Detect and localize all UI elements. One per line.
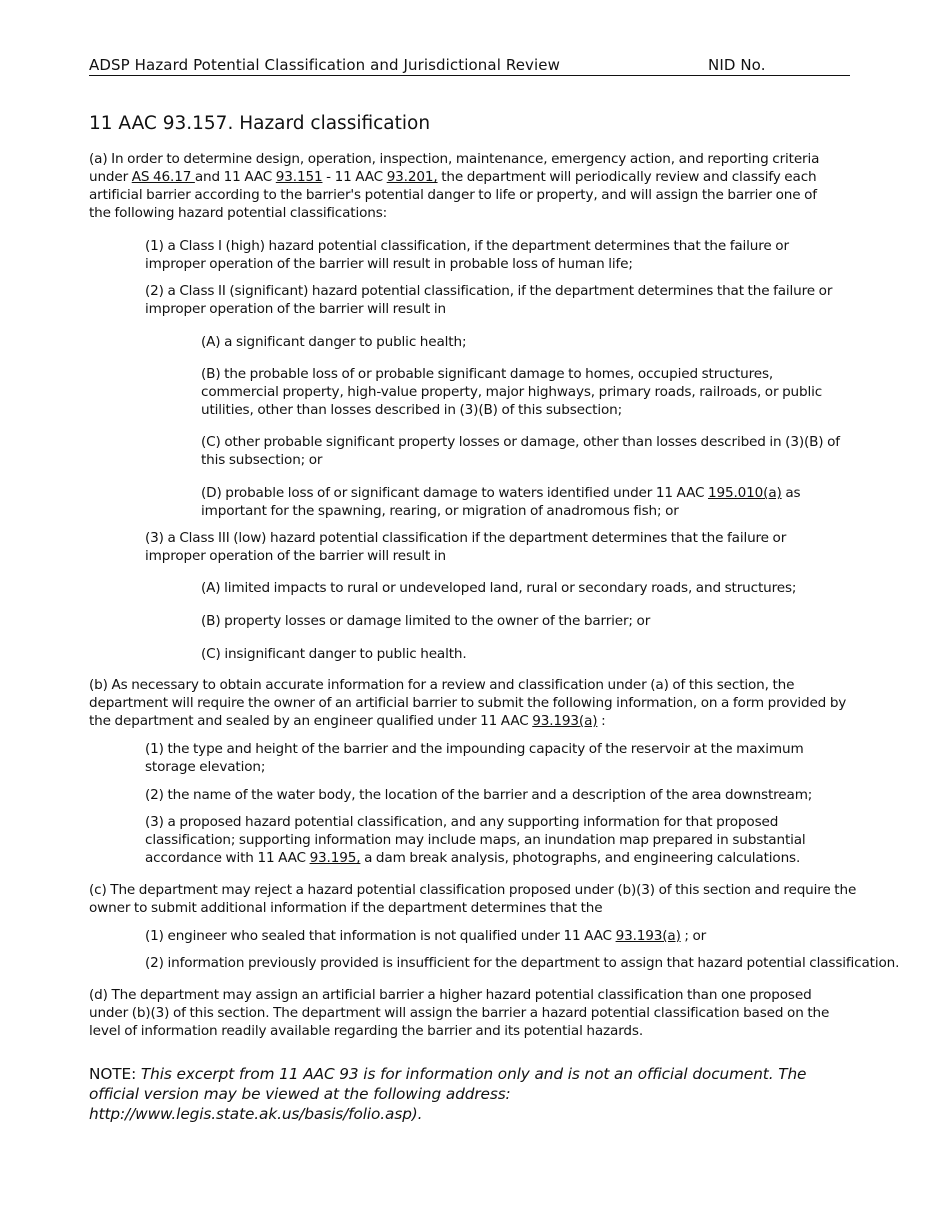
text: (1) engineer who sealed that information is not qualified under 11 AAC: [145, 928, 616, 944]
item-a2-B: (B) the probable loss of or probable significant damage to homes, occupied structures, commercial property, high-value property, major highways, primary roads, railroads, or public utilities, other than losses described in (3)(B) of this subsection;: [201, 366, 823, 419]
text: and 11 AAC: [194, 169, 276, 186]
header-title: ADSP Hazard Potential Classification and Jurisdictional Review: [89, 56, 560, 74]
item-a3-C: (C) insignificant danger to public health.: [201, 646, 467, 662]
page-header: [89, 56, 850, 76]
paragraph-a: [89, 150, 839, 222]
link-93-201[interactable]: 93.201,: [386, 169, 438, 186]
link-195-010-a[interactable]: 195.010(a): [708, 485, 782, 501]
item-a2-D: [201, 484, 866, 520]
nid-number-label: NID No.: [708, 56, 766, 74]
text: the department will periodically review and classify each artificial barrier according to the barrier's potential danger to life or property, and will assign the barrier one of the following hazard potential classifications:: [89, 169, 817, 222]
item-b1: (1) the type and height of the barrier and the impounding capacity of the reservoir at the maximum storage elevation;: [145, 741, 804, 776]
note-label: NOTE:: [89, 1065, 141, 1083]
item-c2: (2) information previously provided is insufficient for the department to assign that hazard potential classification.: [145, 955, 900, 971]
note-text: This excerpt from 11 AAC 93 is for information only and is not an official document. The official version may be viewed at the following address: http://www.legis.state.ak.us/basis/folio.asp).: [89, 1065, 807, 1123]
item-a1: (1) a Class I (high) hazard potential classification, if the department determines that the failure or improper operation of the barrier will result in probable loss of human life;: [145, 238, 789, 273]
item-a3-B: (B) property losses or damage limited to the owner of the barrier; or: [201, 613, 651, 629]
text: (a) In order to determine design, operation, inspection, maintenance, emergency action, and reporting criteria under: [89, 151, 820, 186]
link-93-193-a[interactable]: 93.193(a): [532, 713, 598, 730]
text: a dam break analysis, photographs, and engineering calculations.: [360, 850, 801, 867]
paragraph-d: (d) The department may assign an artificial barrier a higher hazard potential classification than one proposed under (b)(3) of this section. The department will assign the barrier a hazard potential classification based on the level of information readily available regarding the barrier and its potential hazards.: [89, 987, 830, 1040]
text: - 11 AAC: [322, 169, 387, 186]
link-93-195[interactable]: 93.195,: [309, 850, 361, 867]
link-93-151[interactable]: 93.151: [275, 169, 323, 186]
section-title: 11 AAC 93.157. Hazard classification: [89, 113, 431, 134]
item-c1: [145, 927, 845, 945]
item-a2: (2) a Class II (significant) hazard potential classification, if the department determines that the failure or improper operation of the barrier will result in: [145, 283, 833, 318]
text: (b) As necessary to obtain accurate information for a review and classification under (a) of this section, the department will require the owner of an artificial barrier to submit the following information, on a form provided by the department and sealed by an engineer qualified under 11 AAC: [89, 677, 847, 730]
item-a3-A: (A) limited impacts to rural or undeveloped land, rural or secondary roads, and structures;: [201, 580, 797, 596]
text: ; or: [680, 928, 707, 944]
disclaimer-note: [89, 1064, 829, 1124]
item-a3: (3) a Class III (low) hazard potential classification if the department determines that the failure or improper operation of the barrier will result in: [145, 530, 787, 565]
item-a2-A: (A) a significant danger to public health;: [201, 334, 467, 350]
text: (3) a proposed hazard potential classification, and any supporting information for that proposed classification; supporting information may include maps, an inundation map prepared in substantial accordance with 11 AAC: [145, 814, 806, 867]
link-93-193-a-c[interactable]: 93.193(a): [615, 928, 681, 944]
text: :: [597, 713, 606, 730]
paragraph-b: [89, 676, 864, 730]
paragraph-c: (c) The department may reject a hazard potential classification proposed under (b)(3) of this section and require the owner to submit additional information if the department determines that the: [89, 882, 857, 917]
item-b3: [145, 813, 845, 867]
item-b2: (2) the name of the water body, the location of the barrier and a description of the area downstream;: [145, 787, 813, 803]
link-as-46-17[interactable]: AS 46.17: [131, 169, 195, 186]
text: (D) probable loss of or significant damage to waters identified under 11 AAC: [201, 485, 708, 501]
item-a2-C: (C) other probable significant property losses or damage, other than losses described in (3)(B) of this subsection; or: [201, 434, 840, 469]
text: as important for the spawning, rearing, or migration of anadromous fish; or: [201, 485, 801, 520]
